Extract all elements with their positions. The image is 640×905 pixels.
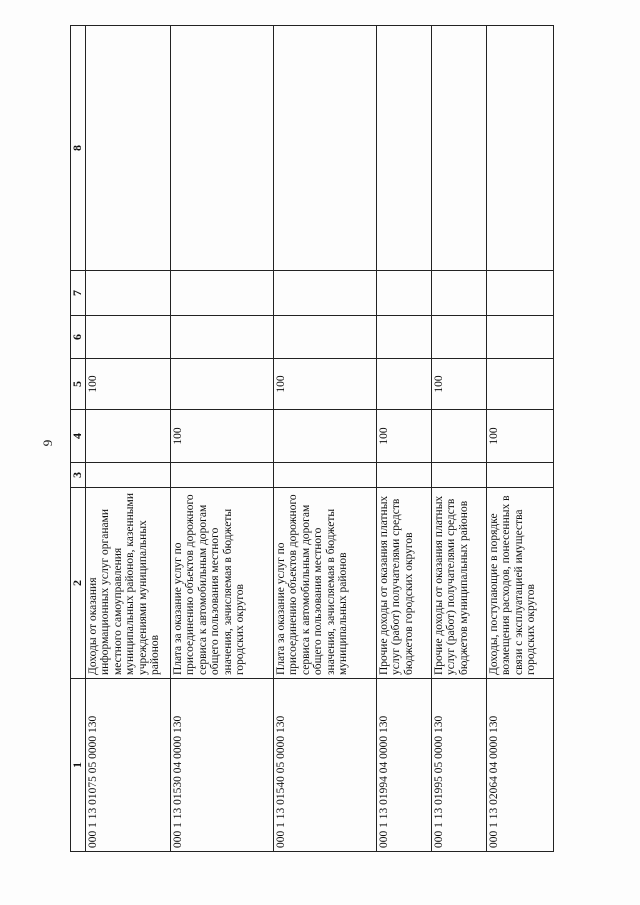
col7-cell [86, 271, 171, 316]
table-rotation-wrapper [70, 32, 560, 852]
col7-cell [487, 271, 554, 316]
col5-cell [487, 359, 554, 410]
col6-cell [274, 316, 377, 359]
col3-cell [86, 463, 171, 488]
col5-cell: 100 [86, 359, 171, 410]
table-row [171, 26, 274, 852]
table-row [274, 26, 377, 852]
table-row [432, 26, 487, 852]
col8-cell [274, 26, 377, 271]
col4-cell [274, 410, 377, 463]
header-col-5: 5 [71, 359, 86, 410]
col3-cell [274, 463, 377, 488]
col5-cell [377, 359, 432, 410]
header-col-6: 6 [71, 316, 86, 359]
name-cell: Плата за оказание услуг по присоединению объектов дорожного сервиса к автомобильным дорогам общего пользования местного значения, зачисляемая в бюджеты городских округов [171, 488, 274, 679]
col3-cell [487, 463, 554, 488]
table-row [86, 26, 171, 852]
col7-cell [377, 271, 432, 316]
col6-cell [432, 316, 487, 359]
col3-cell [377, 463, 432, 488]
name-cell: Плата за оказание услуг по присоединению объектов дорожного сервиса к автомобильным дорогам общего пользования местного значения, зачисляемая в бюджеты муниципальных районов [274, 488, 377, 679]
revenue-table [70, 25, 554, 852]
rotated-table-container [70, 32, 560, 852]
col4-cell: 100 [487, 410, 554, 463]
col8-cell [86, 26, 171, 271]
col6-cell [171, 316, 274, 359]
col6-cell [377, 316, 432, 359]
col8-cell [377, 26, 432, 271]
col3-cell [432, 463, 487, 488]
name-cell: Прочие доходы от оказания платных услуг (работ) получателями средств бюджетов муниципальных районов [432, 488, 487, 679]
col6-cell [86, 316, 171, 359]
header-col-2: 2 [71, 488, 86, 679]
col6-cell [487, 316, 554, 359]
header-col-4: 4 [71, 410, 86, 463]
code-cell: 000 1 13 01995 05 0000 130 [432, 679, 487, 852]
header-col-1: 1 [71, 679, 86, 852]
col3-cell [171, 463, 274, 488]
col4-cell: 100 [171, 410, 274, 463]
code-cell: 000 1 13 01075 05 0000 130 [86, 679, 171, 852]
code-cell: 000 1 13 01540 05 0000 130 [274, 679, 377, 852]
header-col-7: 7 [71, 271, 86, 316]
col5-cell [171, 359, 274, 410]
col7-cell [171, 271, 274, 316]
col7-cell [432, 271, 487, 316]
code-cell: 000 1 13 02064 04 0000 130 [487, 679, 554, 852]
col4-cell: 100 [377, 410, 432, 463]
table-header-row [71, 26, 86, 852]
table-row [487, 26, 554, 852]
col8-cell [432, 26, 487, 271]
col4-cell [86, 410, 171, 463]
col5-cell: 100 [274, 359, 377, 410]
col5-cell: 100 [432, 359, 487, 410]
header-col-3: 3 [71, 463, 86, 488]
header-col-8: 8 [71, 26, 86, 271]
col8-cell [171, 26, 274, 271]
code-cell: 000 1 13 01994 04 0000 130 [377, 679, 432, 852]
name-cell: Доходы, поступающие в порядке возмещения расходов, понесенных в связи с эксплуатацией имущества городских округов [487, 488, 554, 679]
name-cell: Доходы от оказания информационных услуг органами местного самоуправления муниципальных районов, казенными учреждениями муниципальных районов [86, 488, 171, 679]
table-row [377, 26, 432, 852]
col7-cell [274, 271, 377, 316]
col8-cell [487, 26, 554, 271]
code-cell: 000 1 13 01530 04 0000 130 [171, 679, 274, 852]
name-cell: Прочие доходы от оказания платных услуг (работ) получателями средств бюджетов городских округов [377, 488, 432, 679]
page-number: 9 [40, 439, 55, 447]
col4-cell [432, 410, 487, 463]
